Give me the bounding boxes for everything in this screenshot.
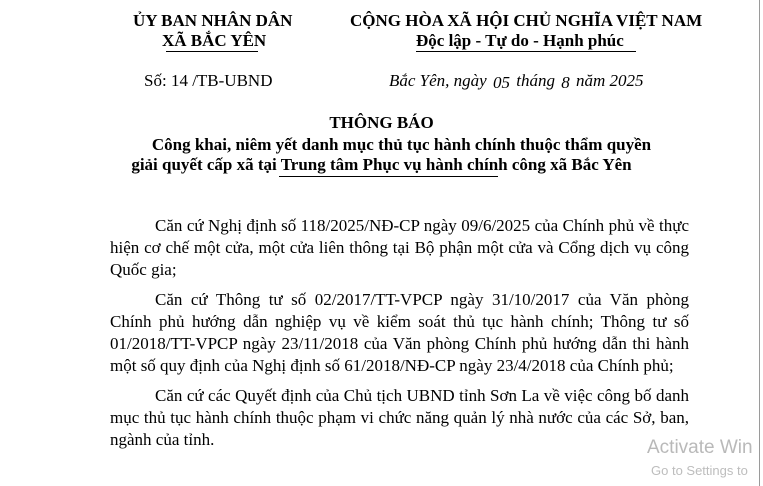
date-year: năm 2025	[575, 71, 644, 90]
body-paragraph: Căn cứ các Quyết định của Chủ tịch UBND tỉnh Sơn La về việc công bố danh mục thủ tục hành chính thuộc phạm vi chức năng quản lý nhà nước của các Sở, ban, ngành của tỉnh.	[110, 386, 689, 449]
date-day: 05	[492, 73, 510, 92]
date-month: 8	[561, 73, 570, 92]
subtitle-underline	[279, 176, 498, 177]
place-date-prefix: Bắc Yên, ngày	[389, 71, 487, 90]
date-month-word: tháng	[516, 71, 555, 90]
doc-number-value: 14	[170, 71, 188, 90]
body-paragraph: Căn cứ Nghị định số 118/2025/NĐ-CP ngày 09/6/2025 của Chính phủ về thực hiện cơ chế một cửa, một cửa liên thông tại Bộ phận một cửa và Cổng dịch vụ công Quốc gia;	[110, 216, 689, 279]
activation-watermark-title: Activate Win	[647, 437, 753, 458]
body-paragraph: Căn cứ Thông tư số 02/2017/TT-VPCP ngày 31/10/2017 của Văn phòng Chính phủ hướng dẫn nghiệp vụ về kiểm soát thủ tục hành chính; Thông tư số 01/2018/TT-VPCP ngày 23/11/2018 của Văn phòng Chính phủ hướng dẫn thi hành một số quy định của Nghị định số 61/2018/NĐ-CP ngày 23/4/2018 của Chính phủ;	[110, 290, 689, 375]
doc-number-suffix: /TB-UBND	[192, 71, 273, 90]
motto-underline	[416, 51, 636, 52]
agency-name-line1: ỦY BAN NHÂN DÂN	[133, 11, 293, 30]
document-number	[144, 71, 272, 91]
national-motto: Độc lập - Tự do - Hạnh phúc	[416, 31, 624, 50]
document-title: THÔNG BÁO	[329, 113, 434, 132]
national-title: CỘNG HÒA XÃ HỘI CHỦ NGHĨA VIỆT NAM	[350, 11, 703, 30]
page-edge-border	[759, 0, 760, 486]
document-subtitle-line1: Công khai, niêm yết danh mục thủ tục hành chính thuộc thẩm quyền	[151, 135, 652, 154]
document-body	[110, 215, 689, 459]
doc-number-label: Số:	[144, 71, 167, 90]
document-subtitle-line2: giải quyết cấp xã tại Trung tâm Phục vụ hành chính công xã Bắc Yên	[131, 155, 632, 174]
agency-name-line2: XÃ BẮC YÊN	[162, 31, 267, 50]
activation-watermark-hint: Go to Settings to	[651, 463, 748, 478]
agency-underline	[166, 51, 258, 52]
place-and-date	[389, 71, 644, 91]
